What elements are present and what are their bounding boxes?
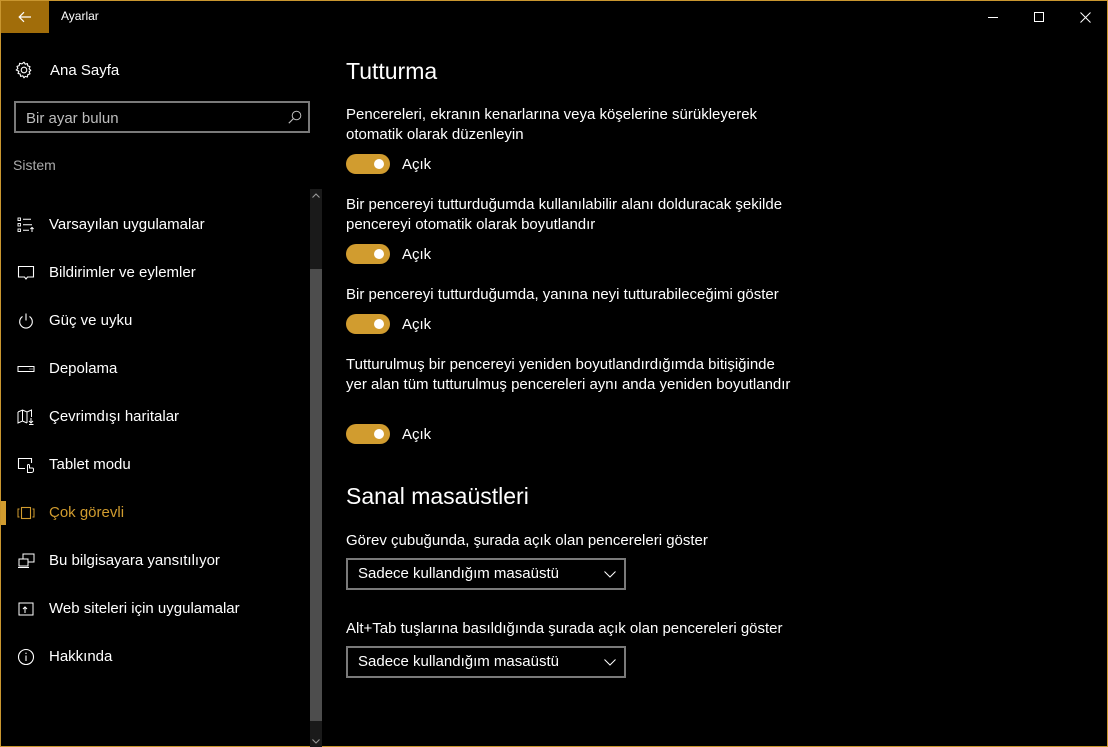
sidebar-item-storage[interactable] bbox=[1, 345, 311, 393]
toggle-state-label: Açık bbox=[402, 425, 432, 443]
title-bar bbox=[1, 1, 1107, 33]
selected-indicator bbox=[1, 501, 6, 525]
scroll-down-button[interactable] bbox=[310, 735, 322, 747]
snap-toggle-2[interactable] bbox=[346, 244, 431, 264]
sidebar-item-label: Çok görevli bbox=[49, 504, 125, 521]
snap-setting-description: Pencereleri, ekranın kenarlarına veya köşelerine sürükleyerek otomatik olarak düzenleyin bbox=[346, 106, 758, 143]
notifications-icon bbox=[17, 264, 35, 282]
default-apps-icon bbox=[17, 216, 35, 234]
sidebar-nav bbox=[1, 201, 311, 681]
sidebar-item-power[interactable] bbox=[1, 297, 311, 345]
sidebar-scrollbar[interactable] bbox=[310, 189, 322, 747]
sidebar-item-default-apps[interactable] bbox=[1, 201, 311, 249]
snap-setting-description: Bir pencereyi tutturduğumda, yanına neyi tutturabileceğimi göster bbox=[346, 286, 779, 303]
snap-toggle-4[interactable] bbox=[346, 424, 431, 444]
toggle-switch[interactable] bbox=[346, 244, 390, 264]
maximize-button[interactable] bbox=[1016, 1, 1062, 33]
sidebar-item-label: Hakkında bbox=[49, 648, 113, 665]
sidebar-item-label: Güç ve uyku bbox=[49, 312, 133, 329]
sidebar-item-apps-for-websites[interactable] bbox=[1, 585, 311, 633]
sidebar-item-label: Depolama bbox=[49, 360, 118, 377]
chevron-down-icon bbox=[604, 568, 616, 580]
taskbar-windows-dropdown[interactable] bbox=[346, 558, 626, 590]
sidebar-item-label: Çevrimdışı haritalar bbox=[49, 408, 180, 425]
info-icon bbox=[17, 648, 35, 666]
snap-toggle-1[interactable] bbox=[346, 154, 431, 174]
dropdown-value: Sadece kullandığım masaüstü bbox=[358, 565, 559, 582]
toggle-state-label: Açık bbox=[402, 155, 432, 173]
alt-tab-windows-dropdown[interactable] bbox=[346, 646, 626, 678]
snap-heading: Tutturma bbox=[346, 58, 438, 84]
storage-icon bbox=[17, 360, 35, 378]
section-label: Sistem bbox=[13, 157, 56, 173]
taskbar-windows-label: Görev çubuğunda, şurada açık olan pencereleri göster bbox=[346, 532, 708, 549]
toggle-switch[interactable] bbox=[346, 314, 390, 334]
home-label: Ana Sayfa bbox=[50, 61, 120, 79]
minimize-icon bbox=[988, 12, 998, 22]
chevron-down-icon bbox=[312, 739, 320, 744]
search-icon[interactable] bbox=[288, 110, 302, 124]
virtual-desktops-heading: Sanal masaüstleri bbox=[346, 483, 529, 509]
sidebar-item-about[interactable] bbox=[1, 633, 311, 681]
maximize-icon bbox=[1034, 12, 1044, 22]
sidebar-item-label: Varsayılan uygulamalar bbox=[49, 216, 205, 233]
sidebar-item-tablet-mode[interactable] bbox=[1, 441, 311, 489]
back-arrow-icon bbox=[18, 11, 32, 23]
projecting-icon bbox=[17, 552, 35, 570]
sidebar-item-label: Bildirimler ve eylemler bbox=[49, 264, 196, 281]
sidebar-item-offline-maps[interactable] bbox=[1, 393, 311, 441]
minimize-button[interactable] bbox=[970, 1, 1016, 33]
close-icon bbox=[1080, 12, 1091, 23]
offline-maps-icon bbox=[17, 408, 35, 426]
tablet-mode-icon bbox=[17, 456, 35, 474]
sidebar-item-label: Tablet modu bbox=[49, 456, 131, 473]
sidebar-item-label: Bu bilgisayara yansıtılıyor bbox=[49, 552, 220, 569]
sidebar-item-multitasking[interactable] bbox=[1, 489, 311, 537]
scroll-thumb[interactable] bbox=[310, 269, 322, 721]
home-link[interactable] bbox=[15, 57, 119, 83]
search-box[interactable] bbox=[14, 101, 310, 133]
sidebar-item-projecting[interactable] bbox=[1, 537, 311, 585]
dropdown-value: Sadece kullandığım masaüstü bbox=[358, 653, 559, 670]
apps-for-websites-icon bbox=[17, 600, 35, 618]
search-input[interactable] bbox=[26, 108, 281, 128]
sidebar-item-label: Web siteleri için uygulamalar bbox=[49, 600, 240, 617]
chevron-down-icon bbox=[604, 656, 616, 668]
back-button[interactable] bbox=[1, 1, 49, 33]
toggle-switch[interactable] bbox=[346, 424, 390, 444]
window-title: Ayarlar bbox=[61, 9, 99, 23]
gear-icon bbox=[15, 61, 33, 79]
chevron-up-icon bbox=[312, 193, 320, 198]
snap-setting-description: Bir pencereyi tutturduğumda kullanılabilir alanı dolduracak şekilde pencereyi otomatik olarak boyutlandır bbox=[346, 196, 783, 233]
multitasking-icon bbox=[17, 504, 35, 522]
scroll-up-button[interactable] bbox=[310, 189, 322, 201]
toggle-state-label: Açık bbox=[402, 245, 432, 263]
snap-toggle-3[interactable] bbox=[346, 314, 431, 334]
close-button[interactable] bbox=[1062, 1, 1108, 33]
snap-setting-description: Tutturulmuş bir pencereyi yeniden boyutlandırdığımda bitişiğinde yer alan tüm tutturulmuş pencereleri aynı anda yeniden boyutlandır bbox=[346, 356, 791, 393]
toggle-switch[interactable] bbox=[346, 154, 390, 174]
power-icon bbox=[17, 312, 35, 330]
sidebar-item-notifications[interactable] bbox=[1, 249, 311, 297]
alt-tab-windows-label: Alt+Tab tuşlarına basıldığında şurada açık olan pencereleri göster bbox=[346, 620, 783, 637]
toggle-state-label: Açık bbox=[402, 315, 432, 333]
